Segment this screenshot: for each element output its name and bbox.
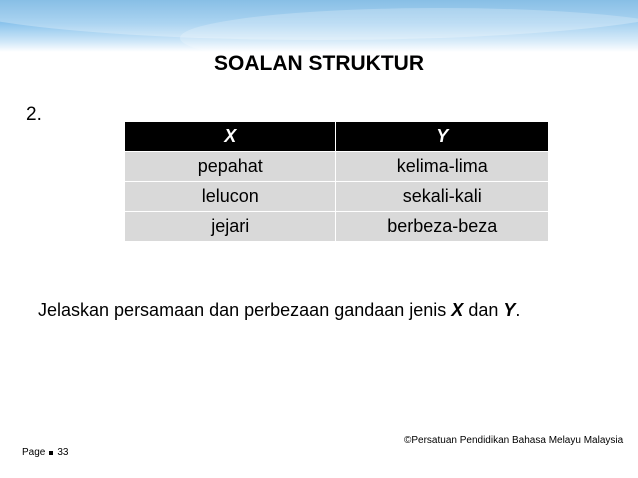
table-cell-y: berbeza-beza bbox=[336, 212, 549, 242]
page-label: Page bbox=[22, 447, 46, 458]
question-number: 2. bbox=[26, 104, 42, 125]
table-row bbox=[125, 152, 549, 182]
table-cell-y: sekali-kali bbox=[336, 182, 549, 212]
table-cell-x: pepahat bbox=[125, 152, 336, 182]
instruction-suffix: . bbox=[515, 300, 521, 320]
table-cell-y: kelima-lima bbox=[336, 152, 549, 182]
table-row bbox=[125, 182, 549, 212]
table-header-row bbox=[125, 122, 549, 152]
table-cell-x: jejari bbox=[125, 212, 336, 242]
column-header-x: X bbox=[125, 122, 336, 152]
header-banner bbox=[0, 0, 638, 52]
instruction-term-x: X bbox=[451, 300, 464, 320]
table-cell-x: lelucon bbox=[125, 182, 336, 212]
page-number: 33 bbox=[57, 447, 69, 458]
page-indicator bbox=[22, 447, 68, 458]
instruction-middle: dan bbox=[463, 300, 504, 320]
instruction-prefix: Jelaskan persamaan dan perbezaan gandaan jenis bbox=[38, 300, 452, 320]
column-header-y: Y bbox=[336, 122, 549, 152]
slide-title: SOALAN STRUKTUR bbox=[214, 52, 424, 75]
copyright-notice: ©Persatuan Pendidikan Bahasa Melayu Malaysia bbox=[404, 435, 624, 446]
word-table bbox=[124, 121, 549, 242]
bullet-square-icon bbox=[49, 451, 53, 455]
table-row bbox=[125, 212, 549, 242]
instruction-term-y: Y bbox=[503, 300, 516, 320]
question-instruction bbox=[38, 300, 520, 321]
